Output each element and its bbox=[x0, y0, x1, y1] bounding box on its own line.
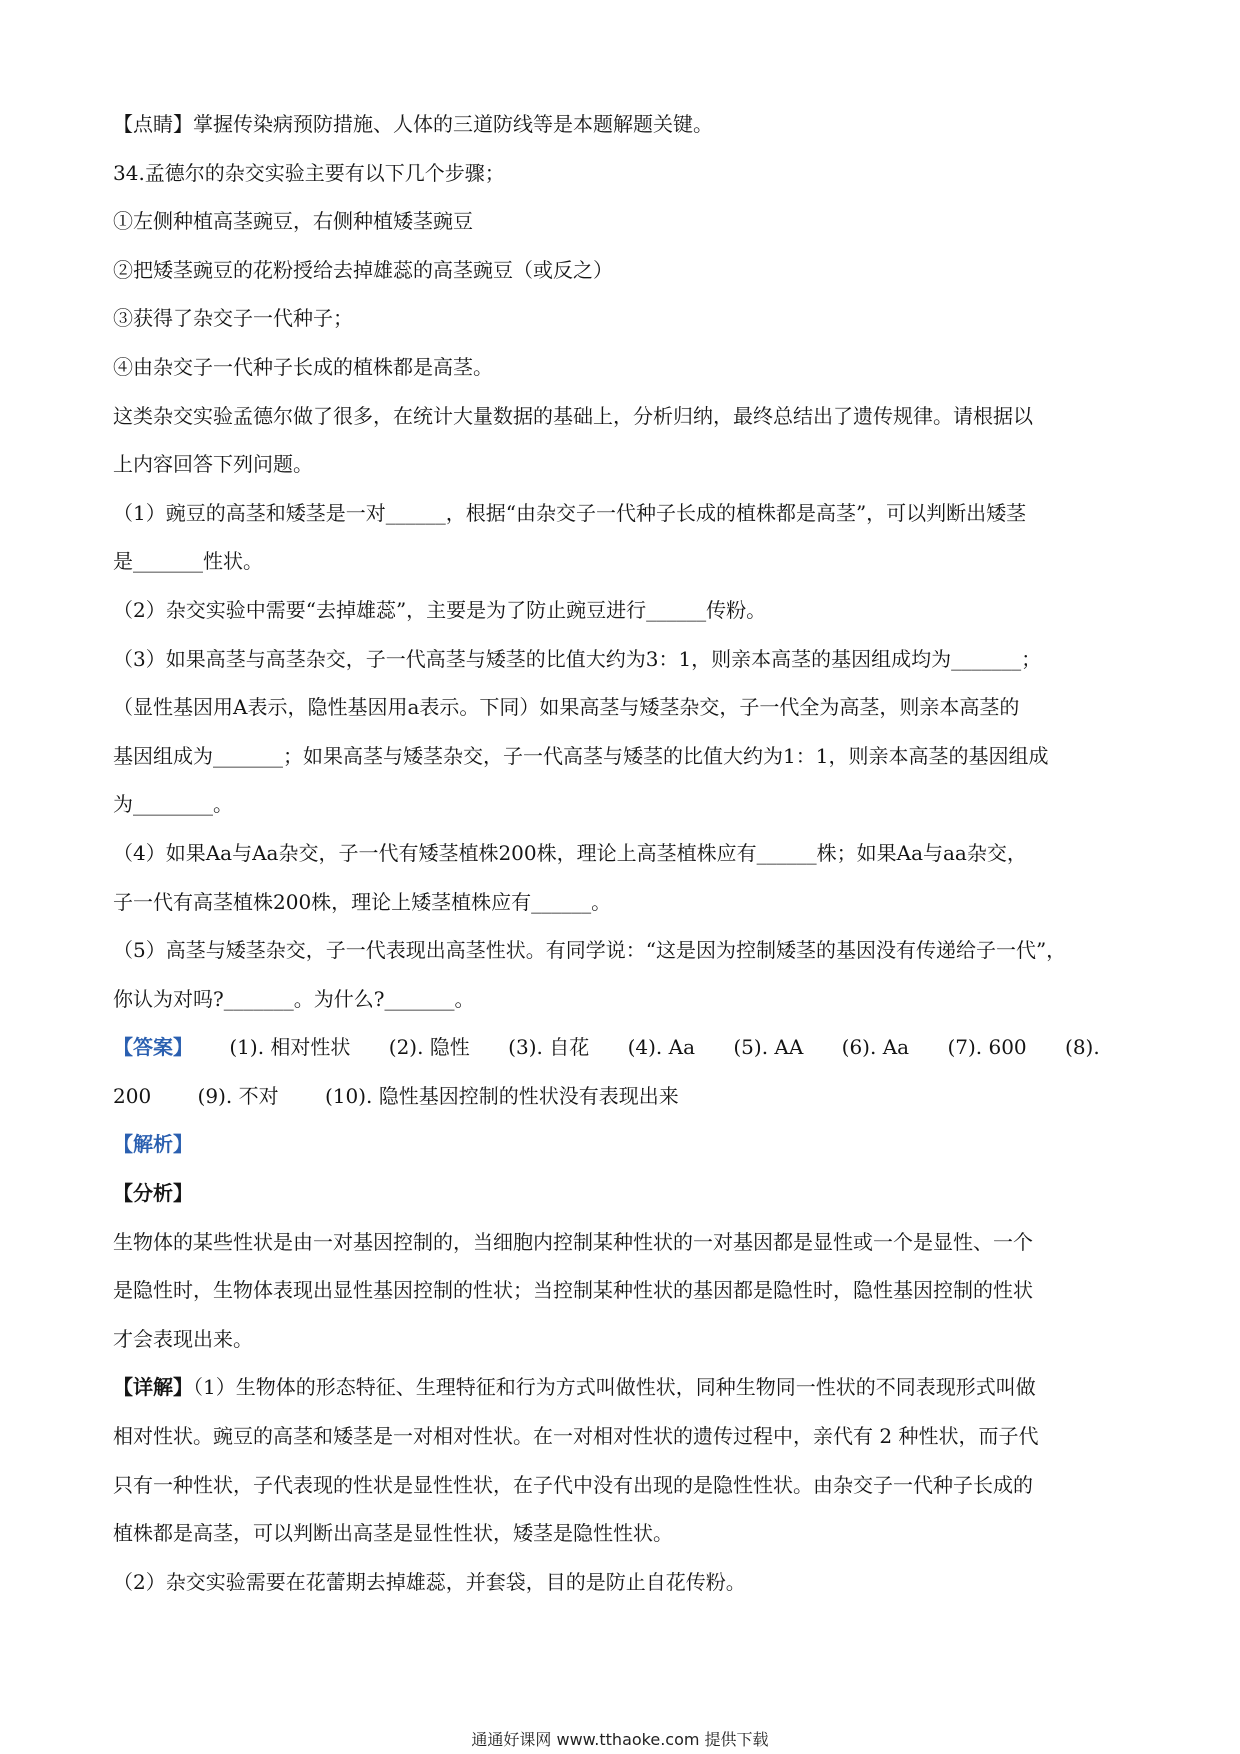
analysis-label: 【解析】 bbox=[113, 1132, 193, 1157]
answer-item: (8). bbox=[1065, 1035, 1100, 1060]
subq-5-line-1: （5）高茎与矮茎杂交，子一代表现出高茎性状。有同学说：“这是因为控制矮茎的基因没有传递给子一代”， bbox=[113, 938, 1067, 963]
page-footer: 通通好课网 www.tthaoke.com 提供下载 bbox=[471, 1730, 769, 1749]
answer-item: (9). 不对 bbox=[197, 1083, 279, 1108]
subq-3-line-3: 基因组成为_______；如果高茎与矮茎杂交，子一代高茎与矮茎的比值大约为1：1，则亲本高茎的基因组成 bbox=[113, 743, 1049, 768]
analysis-line-3: 才会表现出来。 bbox=[113, 1326, 253, 1351]
analysis-line-1: 生物体的某些性状是由一对基因控制的，当细胞内控制某种性状的一对基因都是显性或一个是显性、一个 bbox=[113, 1229, 1033, 1254]
intro-line-1: 这类杂交实验孟德尔做了很多，在统计大量数据的基础上，分析归纳，最终总结出了遗传规律。请根据以 bbox=[113, 403, 1033, 428]
step-1: ①左侧种植高茎豌豆，右侧种植矮茎豌豆 bbox=[113, 209, 473, 234]
answer-line-1 bbox=[113, 1023, 1133, 1072]
subq-1-line-1: （1）豌豆的高茎和矮茎是一对______，根据“由杂交子一代种子长成的植株都是高茎”，可以判断出矮茎 bbox=[113, 500, 1027, 525]
detail-line-2: 相对性状。豌豆的高茎和矮茎是一对相对性状。在一对相对性状的遗传过程中，亲代有 2 种性状，而子代 bbox=[113, 1424, 1039, 1449]
subq-4-line-2: 子一代有高茎植株200株，理论上矮茎植株应有______。 bbox=[113, 889, 612, 914]
detail-line-3: 只有一种性状，子代表现的性状是显性性状，在子代中没有出现的是隐性性状。由杂交子一代种子长成的 bbox=[113, 1472, 1033, 1497]
detail-text: （1）生物体的形态特征、生理特征和行为方式叫做性状，同种生物同一性状的不同表现形式叫做 bbox=[193, 1375, 1036, 1400]
answer-line-2 bbox=[113, 1072, 1133, 1121]
analysis-line-2: 是隐性时，生物体表现出显性基因控制的性状；当控制某种性状的基因都是隐性时，隐性基因控制的性状 bbox=[113, 1278, 1033, 1303]
detail-label: 【详解】 bbox=[113, 1375, 193, 1400]
answer-item: (1). 相对性状 bbox=[229, 1035, 351, 1060]
detail-line-4: 植株都是高茎，可以判断出高茎是显性性状，矮茎是隐性性状。 bbox=[113, 1521, 673, 1546]
subq-3-line-4: 为________。 bbox=[113, 792, 233, 817]
subq-3-line-1: （3）如果高茎与高茎杂交，子一代高茎与矮茎的比值大约为3：1，则亲本高茎的基因组成均为_______； bbox=[113, 646, 1042, 671]
answer-item: (7). 600 bbox=[947, 1035, 1027, 1060]
subq-4-line-1: （4）如果Aa与Aa杂交，子一代有矮茎植株200株，理论上高茎植株应有______株；如果Aa与aa杂交， bbox=[113, 840, 1027, 865]
detail-line-1 bbox=[113, 1363, 1133, 1412]
detail-line-5: （2）杂交实验需要在花蕾期去掉雄蕊，并套袋，目的是防止自花传粉。 bbox=[113, 1569, 746, 1594]
step-3: ③获得了杂交子一代种子； bbox=[113, 306, 353, 331]
subq-2: （2）杂交实验中需要“去掉雄蕊”，主要是为了防止豌豆进行______传粉。 bbox=[113, 597, 767, 622]
subq-3-line-2: （显性基因用A表示，隐性基因用a表示。下同）如果高茎与矮茎杂交，子一代全为高茎，则亲本高茎的 bbox=[113, 695, 1020, 720]
answer-item: (2). 隐性 bbox=[388, 1035, 470, 1060]
answer-item: 200 bbox=[113, 1083, 152, 1108]
document-body bbox=[113, 100, 1133, 1606]
answer-item: (5). AA bbox=[733, 1035, 804, 1060]
answer-item: (4). Aa bbox=[627, 1035, 695, 1060]
answer-label: 【答案】 bbox=[113, 1035, 193, 1060]
answer-item: (10). 隐性基因控制的性状没有表现出来 bbox=[324, 1083, 679, 1108]
intro-line-2: 上内容回答下列问题。 bbox=[113, 452, 313, 477]
remark-line: 【点睛】掌握传染病预防措施、人体的三道防线等是本题解题关键。 bbox=[113, 112, 713, 136]
question-34-title: 34.孟德尔的杂交实验主要有以下几个步骤； bbox=[113, 160, 505, 185]
answer-item: (6). Aa bbox=[841, 1035, 910, 1060]
fenxi-label: 【分析】 bbox=[113, 1181, 193, 1206]
answer-item: (3). 自花 bbox=[508, 1035, 590, 1060]
subq-1-line-2: 是_______性状。 bbox=[113, 549, 263, 574]
subq-5-line-2: 你认为对吗?_______。为什么?_______。 bbox=[113, 986, 475, 1011]
step-4: ④由杂交子一代种子长成的植株都是高茎。 bbox=[113, 354, 493, 379]
step-2: ②把矮茎豌豆的花粉授给去掉雄蕊的高茎豌豆（或反之） bbox=[113, 257, 613, 282]
